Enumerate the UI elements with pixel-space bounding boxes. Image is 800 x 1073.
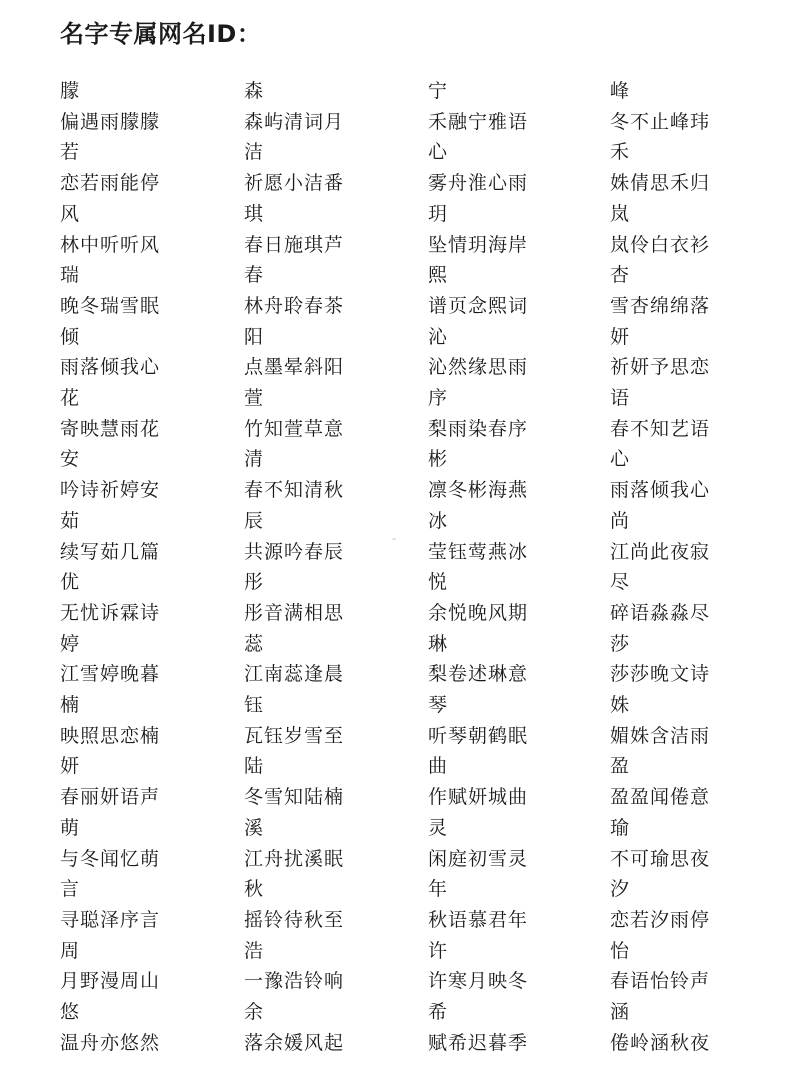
name-entry: 媚姝含洁雨 盈 xyxy=(610,724,711,778)
name-entry: 温舟亦悠然 xyxy=(60,1031,161,1054)
name-entry: 吟诗祈婷安 茹 xyxy=(60,479,161,532)
name-entry: 不可瑜思夜 汐 xyxy=(610,847,711,901)
name-entry: 春日施琪芦 春 xyxy=(244,233,345,287)
name-entry: 落余媛风起 xyxy=(244,1031,345,1054)
name-entry: 沁然缘思雨 序 xyxy=(428,356,529,410)
page-title: 名字专属网名ID： xyxy=(60,20,262,48)
name-entry: 恋若雨能停 风 xyxy=(60,172,161,225)
name-entry: 一豫浩铃响 余 xyxy=(244,970,345,1024)
column-heading: 朦 xyxy=(60,80,81,102)
name-entry: 岚伶白衣衫 杏 xyxy=(610,233,711,287)
name-entry: 赋希迟暮季 xyxy=(428,1031,529,1054)
name-entry: 谱页念熙词 沁 xyxy=(428,294,529,348)
name-entry: 与冬闻忆萌 言 xyxy=(60,847,161,901)
name-entry: 冬不止峰玮 禾 xyxy=(610,110,711,164)
name-entry: 摇铃待秋至 浩 xyxy=(244,908,345,962)
name-entry: 瓦钰岁雪至 陆 xyxy=(244,724,345,778)
name-entry: 盈盈闻倦意 瑜 xyxy=(610,786,711,839)
name-entry: 共源吟春辰 彤 xyxy=(244,540,345,594)
name-entry: 点墨晕斜阳 萱 xyxy=(244,356,345,410)
name-entry: 映照思恋楠 妍 xyxy=(60,724,161,778)
name-entry: 余悦晚风期 琳 xyxy=(428,601,529,655)
name-column-0 xyxy=(60,76,220,1058)
name-entry: 春不知艺语 心 xyxy=(610,417,711,471)
name-entry: 梨卷述琳意 琴 xyxy=(428,663,529,717)
name-entry: 祈愿小洁番 琪 xyxy=(244,172,345,225)
name-entry: 雨落倾我心 花 xyxy=(60,356,161,410)
name-entry: 春丽妍语声 萌 xyxy=(60,786,161,839)
name-entry: 晚冬瑞雪眠 倾 xyxy=(60,294,161,348)
name-entry: 寻聪泽序言 周 xyxy=(60,908,161,962)
name-entry: 雪杏绵绵落 妍 xyxy=(610,294,711,348)
name-entry: 寄映慧雨花 安 xyxy=(60,417,161,471)
name-entry: 续写茹几篇 优 xyxy=(60,540,161,594)
scan-mark-icon: ⁼ xyxy=(392,536,397,545)
name-column-2 xyxy=(428,76,588,1058)
name-entry: 许寒月映冬 希 xyxy=(428,970,529,1024)
name-entry: 碎语淼淼尽 莎 xyxy=(610,601,711,655)
name-entry: 雾舟淮心雨 玥 xyxy=(428,172,529,225)
name-entry: 作赋妍城曲 灵 xyxy=(428,786,529,839)
name-entry: 偏遇雨朦朦 若 xyxy=(60,110,161,164)
name-entry: 江尚此夜寂 尽 xyxy=(610,540,711,594)
name-entry: 江舟扰溪眠 秋 xyxy=(244,847,345,901)
name-entry: 林中听听风 瑞 xyxy=(60,233,161,287)
name-entry: 坠情玥海岸 熙 xyxy=(428,233,529,287)
name-entry: 祈妍予思恋 语 xyxy=(610,356,711,410)
name-entry: 雨落倾我心 尚 xyxy=(610,479,711,532)
column-heading: 森 xyxy=(244,80,265,102)
name-entry: 春不知清秋 辰 xyxy=(244,479,345,532)
name-entry: 闲庭初雪灵 年 xyxy=(428,847,529,901)
name-entry: 春语怡铃声 涵 xyxy=(610,970,711,1024)
column-heading: 宁 xyxy=(428,80,449,102)
name-entry: 林舟聆春茶 阳 xyxy=(244,294,345,348)
name-entry: 森屿清词月 洁 xyxy=(244,110,345,164)
name-entry: 禾融宁雅语 心 xyxy=(428,110,529,164)
name-entry: 江雪婷晚暮 楠 xyxy=(60,663,161,717)
name-entry: 姝倩思禾归 岚 xyxy=(610,172,711,225)
column-heading: 峰 xyxy=(610,80,631,102)
name-entry: 恋若汐雨停 怡 xyxy=(610,908,711,962)
name-entry: 竹知萱草意 清 xyxy=(244,417,345,471)
name-entry: 江南蕊逢晨 钰 xyxy=(244,663,345,717)
name-entry: 冬雪知陆楠 溪 xyxy=(244,786,345,839)
name-column-1 xyxy=(244,76,404,1058)
name-entry: 梨雨染春序 彬 xyxy=(428,417,529,471)
name-entry: 彤音满相思 蕊 xyxy=(244,601,345,655)
name-entry: 无忧诉霖诗 婷 xyxy=(60,601,161,655)
name-column-3 xyxy=(610,76,770,1058)
name-entry: 凛冬彬海燕 冰 xyxy=(428,479,529,532)
name-entry: 月野漫周山 悠 xyxy=(60,970,161,1024)
name-entry: 听琴朝鹤眠 曲 xyxy=(428,724,529,778)
name-entry: 莎莎晚文诗 姝 xyxy=(610,663,711,717)
name-entry: 倦岭涵秋夜 xyxy=(610,1031,711,1054)
name-entry: 莹钰莺燕冰 悦 xyxy=(428,540,529,594)
name-entry: 秋语慕君年 许 xyxy=(428,908,529,962)
